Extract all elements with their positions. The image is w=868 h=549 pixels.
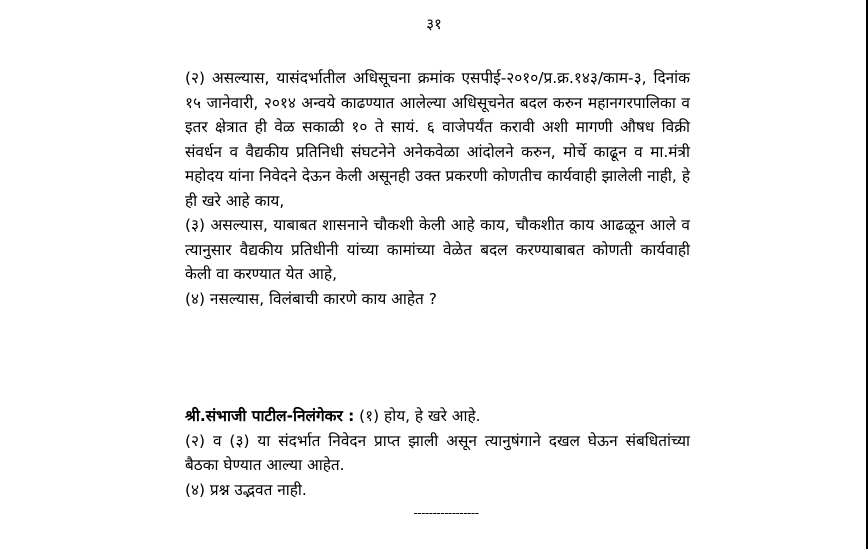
question-part-4: (४) नसल्यास, विलंबाची कारणे काय आहेत ?: [185, 289, 437, 308]
answer-part-1-text: (१) होय, हे खरे आहे.: [354, 407, 481, 425]
answer-section: [185, 404, 690, 502]
page-number: ३१: [426, 15, 442, 33]
answer-part-2-3: (२) व (३) या संदर्भात निवेदन प्राप्त झाली असून त्यानुषंगाने दखल घेऊन संबधितांच्या बैठका घेण्यात आल्या आहेत.: [185, 431, 690, 474]
question-part-3: (३) असल्यास, याबाबत शासनाने चौकशी केली आहे काय, चौकशीत काय आढळून आले व त्यानुसार वैद्यकीय प्रतिधीनी यांच्या कामांच्या वेळेत बदल करण्याबाबत कोणती कार्यवाही केली वा करण्यात येत आहे,: [185, 216, 690, 283]
answer-part-1: [185, 404, 690, 429]
question-part-2: (२) असल्यास, यासंदर्भातील अधिसूचना क्रमांक एसपीई-२०१०/प्र.क्र.१४३/काम-३, दिनांक १५ जानेवारी, २०१४ अन्वये काढण्यात आलेल्या अधिसूचनेत बदल करुन महानगरपालिका व इतर क्षेत्रात ही वेळ सकाळी १० ते सायं. ६ वाजेपर्यंत करावी अशी मागणी औषध विक्री संवर्धन व वैद्यकीय प्रतिनिधी संघटनेने अनेकवेळा आंदोलने करुन, मोर्चे काढून व मा.मंत्री महोदय यांना निवेदने देऊन केली असूनही उक्त प्रकरणी कोणतीच कार्यवाही झालेली नाही, हे ही खरे आहे काय,: [185, 69, 690, 210]
answer-part-4: (४) प्रश्न उद्भवत नाही.: [185, 480, 307, 499]
end-marker: -----------------: [413, 506, 479, 520]
answer-speaker: श्री.संभाजी पाटील-निलंगेकर :: [185, 407, 355, 425]
questions-section: [185, 66, 690, 311]
